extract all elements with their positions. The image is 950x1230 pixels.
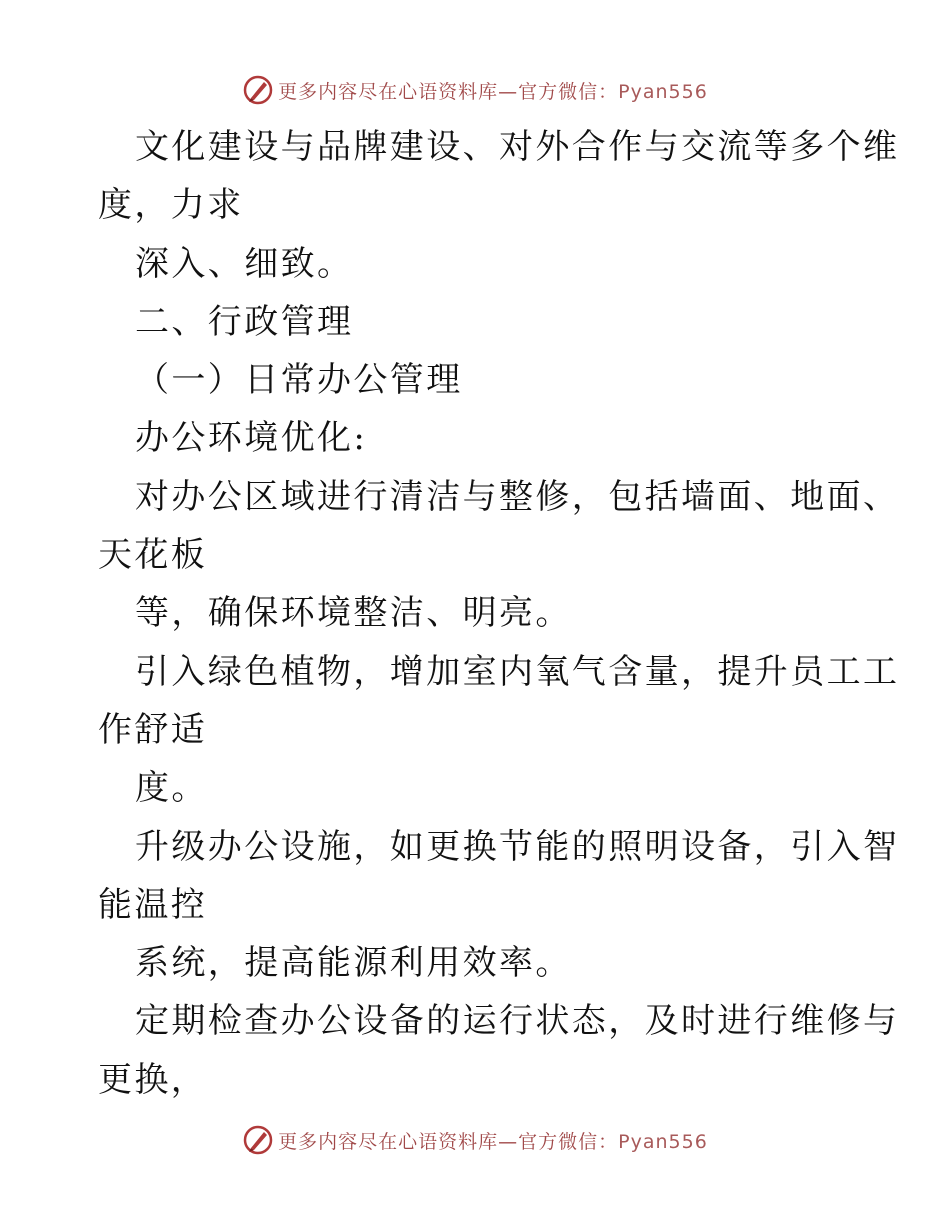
text-line: 天花板 — [98, 535, 208, 576]
text-line: 定期检查办公设备的运行状态，及时进行维修与 — [135, 1001, 900, 1042]
text-line: 度。 — [135, 768, 208, 809]
text-line: （一）日常办公管理 — [135, 360, 463, 401]
text-line: 等，确保环境整洁、明亮。 — [135, 593, 572, 634]
header-watermark — [0, 70, 950, 110]
text-line: 二、行政管理 — [135, 301, 354, 342]
text-line: 度，力求 — [98, 185, 244, 226]
watermark-text: 更多内容尽在心语资料库—官方微信：Pyan556 — [278, 80, 708, 103]
text-line: 系统，提高能源利用效率。 — [135, 943, 572, 984]
footer-watermark — [0, 1120, 950, 1160]
pen-logo-icon — [242, 74, 274, 106]
text-line: 升级办公设施，如更换节能的照明设备，引入智 — [135, 826, 900, 867]
text-line: 办公环境优化: — [135, 418, 368, 459]
watermark-wechat-id: Pyan556 — [618, 80, 708, 103]
text-line: 作舒适 — [98, 709, 208, 750]
text-line: 更换， — [98, 1059, 208, 1100]
watermark-wechat-id: Pyan556 — [618, 1130, 708, 1153]
document-body — [98, 118, 900, 1109]
text-line: 能温控 — [98, 884, 208, 925]
text-line: 引入绿色植物，增加室内氧气含量，提升员工工 — [135, 651, 900, 692]
text-line: 对办公区域进行清洁与整修，包括墙面、地面、 — [135, 476, 900, 517]
text-line: 深入、细致。 — [135, 243, 354, 284]
text-line: 文化建设与品牌建设、对外合作与交流等多个维 — [135, 127, 900, 167]
pen-logo-icon — [242, 1124, 274, 1156]
watermark-text: 更多内容尽在心语资料库—官方微信：Pyan556 — [278, 1130, 708, 1153]
